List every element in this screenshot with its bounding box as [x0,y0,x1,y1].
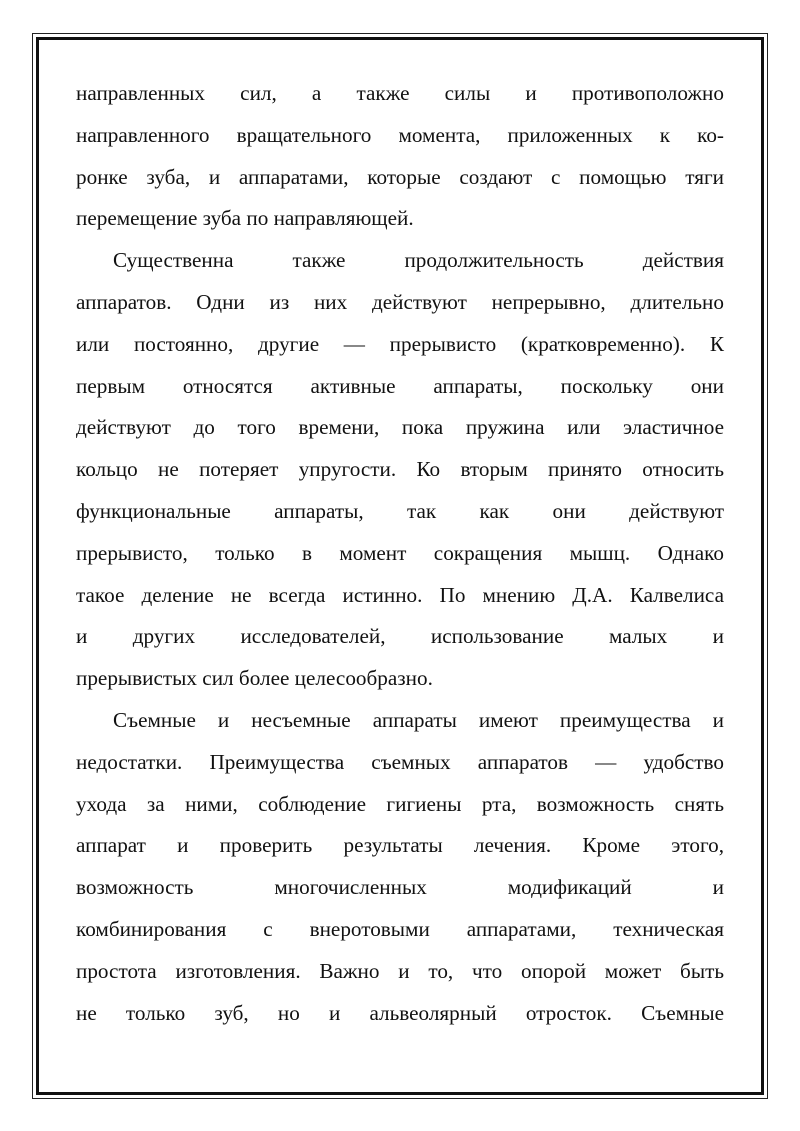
text-line: направленного вращательного момента, приложенных к ко- [76,122,724,147]
text-line: прерывисто, только в момент сокращения мышц. Однако [76,540,724,565]
text-line: перемещение зуба по направляющей. [76,206,414,231]
text-line: ухода за ними, соблюдение гигиены рта, возможность снять [76,791,724,816]
text-line: действуют до того времени, пока пружина или эластичное [76,415,724,440]
text-line: возможность многочисленных модификаций и [76,875,724,900]
text-line: простота изготовления. Важно и то, что опорой может быть [76,958,724,983]
text-line: аппарат и проверить результаты лечения. Кроме этого, [76,833,724,858]
text-line: прерывистых сил более целесообразно. [76,666,433,691]
text-line: или постоянно, другие — прерывисто (кратковременно). К [76,331,724,356]
text-line: Существенна также продолжительность действия [113,248,724,273]
text-line: недостатки. Преимущества съемных аппаратов — удобство [76,749,724,774]
document-body-text [76,73,724,1034]
text-line: такое деление не всегда истинно. По мнению Д.А. Калвелиса [76,582,724,607]
text-line: и других исследователей, использование малых и [76,624,724,649]
text-line: комбинирования с внеротовыми аппаратами, техническая [76,916,724,941]
text-line: первым относятся активные аппараты, поскольку они [76,373,724,398]
text-line: кольцо не потеряет упругости. Ко вторым принято относить [76,457,724,482]
text-line: аппаратов. Одни из них действуют непрерывно, длительно [76,289,724,314]
text-line: направленных сил, а также силы и противоположно [76,81,724,105]
text-line: Съемные и несъемные аппараты имеют преимущества и [113,707,724,732]
text-line: функциональные аппараты, так как они действуют [76,498,724,523]
text-line: не только зуб, но и альвеолярный отросток. Съемные [76,1000,724,1025]
text-line: ронке зуба, и аппаратами, которые создают с помощью тяги [76,164,724,189]
